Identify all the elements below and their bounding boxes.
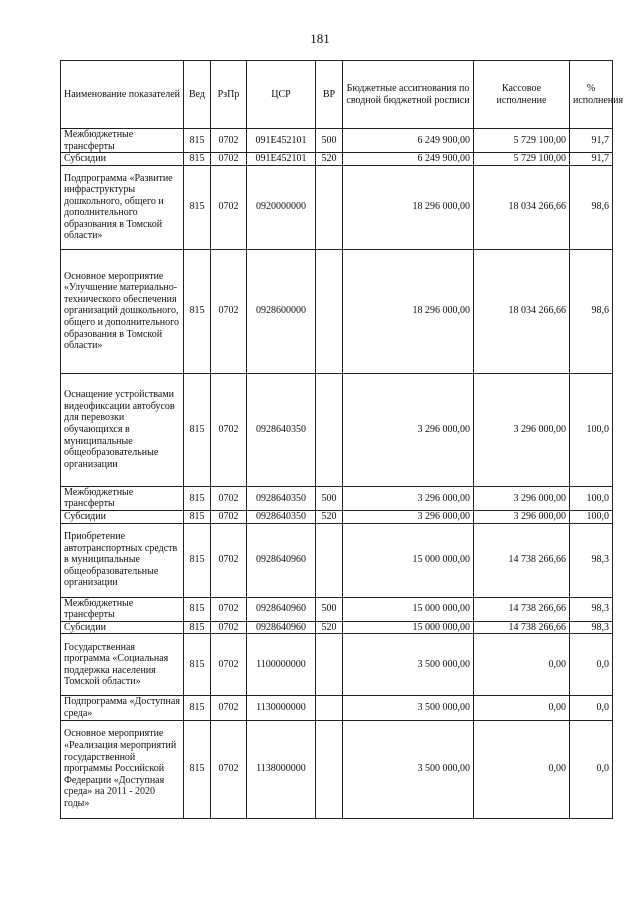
row-execution-percent: 100,0 bbox=[570, 486, 613, 510]
row-vr bbox=[316, 523, 343, 597]
table-row bbox=[61, 621, 613, 634]
row-assignments: 6 249 900,00 bbox=[343, 129, 474, 153]
row-csr: 1138000000 bbox=[247, 720, 316, 818]
row-vr bbox=[316, 696, 343, 720]
row-name: Оснащение устройствами видеофиксации автобусов для перевозки обучающихся в муниципальные общеобразовательные организации bbox=[61, 373, 184, 486]
row-name: Основное мероприятие «Реализация мероприятий государственной программы Российской Федерации «Доступная среда» на 2011 - 2020 годы» bbox=[61, 720, 184, 818]
row-ved: 815 bbox=[184, 696, 211, 720]
row-execution-percent: 0,0 bbox=[570, 634, 613, 696]
row-cash-execution: 18 034 266,66 bbox=[474, 249, 570, 373]
row-rzpr: 0702 bbox=[211, 523, 247, 597]
row-rzpr: 0702 bbox=[211, 249, 247, 373]
table-row bbox=[61, 597, 613, 621]
row-execution-percent: 98,3 bbox=[570, 597, 613, 621]
row-ved: 815 bbox=[184, 129, 211, 153]
header-rzpr: РзПр bbox=[211, 61, 247, 129]
row-vr: 500 bbox=[316, 597, 343, 621]
row-execution-percent: 0,0 bbox=[570, 720, 613, 818]
row-cash-execution: 5 729 100,00 bbox=[474, 129, 570, 153]
row-rzpr: 0702 bbox=[211, 153, 247, 166]
row-vr bbox=[316, 720, 343, 818]
row-cash-execution: 3 296 000,00 bbox=[474, 510, 570, 523]
row-name: Подпрограмма «Развитие инфраструктуры дошкольного, общего и дополнительного образования в Томской области» bbox=[61, 165, 184, 249]
row-csr: 0928640350 bbox=[247, 373, 316, 486]
row-ved: 815 bbox=[184, 165, 211, 249]
row-rzpr: 0702 bbox=[211, 696, 247, 720]
row-assignments: 15 000 000,00 bbox=[343, 523, 474, 597]
row-assignments: 15 000 000,00 bbox=[343, 621, 474, 634]
row-cash-execution: 14 738 266,66 bbox=[474, 523, 570, 597]
row-assignments: 18 296 000,00 bbox=[343, 249, 474, 373]
row-execution-percent: 98,3 bbox=[570, 621, 613, 634]
row-ved: 815 bbox=[184, 634, 211, 696]
budget-table bbox=[60, 60, 624, 819]
row-csr: 0920000000 bbox=[247, 165, 316, 249]
row-csr: 091E452101 bbox=[247, 153, 316, 166]
row-ved: 815 bbox=[184, 523, 211, 597]
row-assignments: 3 296 000,00 bbox=[343, 373, 474, 486]
row-csr: 0928640960 bbox=[247, 597, 316, 621]
table-row bbox=[61, 165, 613, 249]
row-vr: 520 bbox=[316, 153, 343, 166]
row-assignments: 3 296 000,00 bbox=[343, 510, 474, 523]
row-csr: 0928640960 bbox=[247, 621, 316, 634]
row-execution-percent: 98,6 bbox=[570, 165, 613, 249]
table-row bbox=[61, 720, 613, 818]
row-name: Межбюджетные трансферты bbox=[61, 597, 184, 621]
row-vr bbox=[316, 634, 343, 696]
table-row bbox=[61, 696, 613, 720]
row-cash-execution: 14 738 266,66 bbox=[474, 621, 570, 634]
row-csr: 1130000000 bbox=[247, 696, 316, 720]
header-vr: ВР bbox=[316, 61, 343, 129]
row-rzpr: 0702 bbox=[211, 510, 247, 523]
row-rzpr: 0702 bbox=[211, 373, 247, 486]
row-rzpr: 0702 bbox=[211, 165, 247, 249]
row-execution-percent: 98,3 bbox=[570, 523, 613, 597]
page-number: 181 bbox=[310, 31, 330, 46]
row-assignments: 18 296 000,00 bbox=[343, 165, 474, 249]
row-name: Субсидии bbox=[61, 621, 184, 634]
row-rzpr: 0702 bbox=[211, 621, 247, 634]
row-cash-execution: 18 034 266,66 bbox=[474, 165, 570, 249]
row-vr: 520 bbox=[316, 510, 343, 523]
row-ved: 815 bbox=[184, 153, 211, 166]
row-csr: 0928640350 bbox=[247, 486, 316, 510]
row-ved: 815 bbox=[184, 510, 211, 523]
table-row bbox=[61, 249, 613, 373]
row-assignments: 3 296 000,00 bbox=[343, 486, 474, 510]
row-ved: 815 bbox=[184, 720, 211, 818]
row-csr: 0928640960 bbox=[247, 523, 316, 597]
row-name: Субсидии bbox=[61, 153, 184, 166]
table-row bbox=[61, 153, 613, 166]
row-assignments: 6 249 900,00 bbox=[343, 153, 474, 166]
table-row bbox=[61, 129, 613, 153]
row-cash-execution: 0,00 bbox=[474, 634, 570, 696]
row-assignments: 3 500 000,00 bbox=[343, 720, 474, 818]
row-cash-execution: 3 296 000,00 bbox=[474, 373, 570, 486]
table-row bbox=[61, 510, 613, 523]
table-row bbox=[61, 523, 613, 597]
row-cash-execution: 0,00 bbox=[474, 696, 570, 720]
row-vr bbox=[316, 249, 343, 373]
row-ved: 815 bbox=[184, 621, 211, 634]
table-row bbox=[61, 634, 613, 696]
row-csr: 091E452101 bbox=[247, 129, 316, 153]
header-name: Наименование показателей bbox=[61, 61, 184, 129]
row-cash-execution: 14 738 266,66 bbox=[474, 597, 570, 621]
row-name: Субсидии bbox=[61, 510, 184, 523]
row-rzpr: 0702 bbox=[211, 129, 247, 153]
row-name: Основное мероприятие «Улучшение материально-технического обеспечения организаций дошкольного, общего и дополнительного образования в Томской области» bbox=[61, 249, 184, 373]
row-assignments: 3 500 000,00 bbox=[343, 634, 474, 696]
row-vr: 520 bbox=[316, 621, 343, 634]
row-csr: 1100000000 bbox=[247, 634, 316, 696]
row-ved: 815 bbox=[184, 486, 211, 510]
row-name: Межбюджетные трансферты bbox=[61, 129, 184, 153]
row-vr bbox=[316, 373, 343, 486]
row-execution-percent: 0,0 bbox=[570, 696, 613, 720]
row-csr: 0928640350 bbox=[247, 510, 316, 523]
row-name: Подпрограмма «Доступная среда» bbox=[61, 696, 184, 720]
row-ved: 815 bbox=[184, 597, 211, 621]
row-vr bbox=[316, 165, 343, 249]
table-row bbox=[61, 486, 613, 510]
table-header-row bbox=[61, 61, 613, 129]
header-cash-execution: Кассовое исполнение bbox=[474, 61, 570, 129]
row-name: Межбюджетные трансферты bbox=[61, 486, 184, 510]
row-execution-percent: 100,0 bbox=[570, 510, 613, 523]
row-execution-percent: 100,0 bbox=[570, 373, 613, 486]
row-cash-execution: 0,00 bbox=[474, 720, 570, 818]
header-csr: ЦСР bbox=[247, 61, 316, 129]
row-csr: 0928600000 bbox=[247, 249, 316, 373]
header-ved: Вед bbox=[184, 61, 211, 129]
row-execution-percent: 91,7 bbox=[570, 129, 613, 153]
row-execution-percent: 98,6 bbox=[570, 249, 613, 373]
row-rzpr: 0702 bbox=[211, 634, 247, 696]
row-assignments: 3 500 000,00 bbox=[343, 696, 474, 720]
row-rzpr: 0702 bbox=[211, 597, 247, 621]
row-vr: 500 bbox=[316, 129, 343, 153]
header-execution-percent: % исполнения bbox=[570, 61, 613, 129]
row-name: Приобретение автотранспортных средств в муниципальные общеобразовательные организации bbox=[61, 523, 184, 597]
row-rzpr: 0702 bbox=[211, 486, 247, 510]
row-execution-percent: 91,7 bbox=[570, 153, 613, 166]
row-name: Государственная программа «Социальная поддержка населения Томской области» bbox=[61, 634, 184, 696]
row-cash-execution: 3 296 000,00 bbox=[474, 486, 570, 510]
table-row bbox=[61, 373, 613, 486]
row-ved: 815 bbox=[184, 373, 211, 486]
row-cash-execution: 5 729 100,00 bbox=[474, 153, 570, 166]
row-ved: 815 bbox=[184, 249, 211, 373]
row-assignments: 15 000 000,00 bbox=[343, 597, 474, 621]
header-assignments: Бюджетные ассигнования по сводной бюджетной росписи bbox=[343, 61, 474, 129]
row-vr: 500 bbox=[316, 486, 343, 510]
row-rzpr: 0702 bbox=[211, 720, 247, 818]
